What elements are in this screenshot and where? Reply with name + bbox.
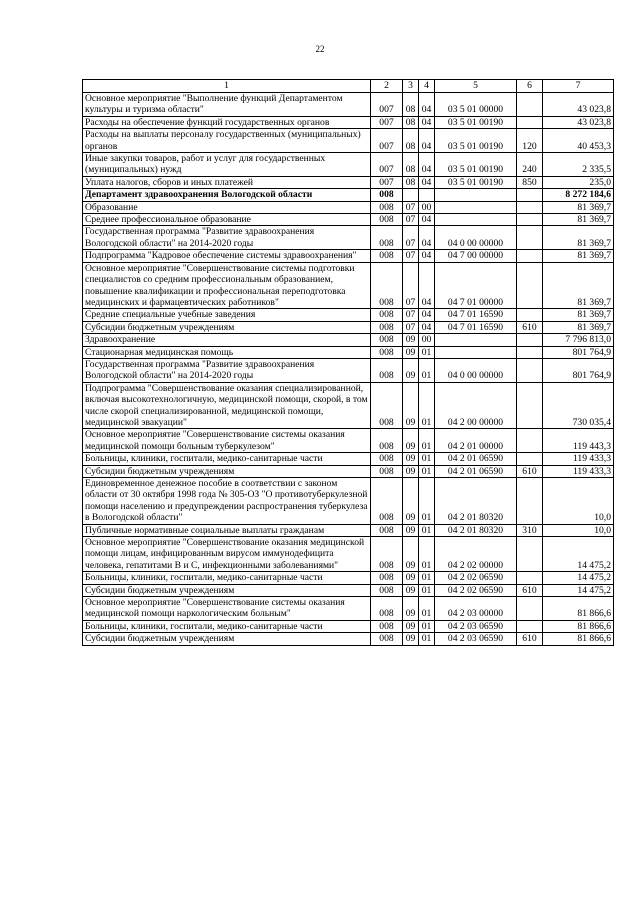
cell-target-article bbox=[435, 334, 517, 346]
cell-name: Основное мероприятие "Совершенствование системы подготовки специалистов со средним профессиональным образованием, повышение квалификации и профессиональная переподготовка медицинских и фармацевтических работников" bbox=[83, 262, 371, 309]
cell-name: Субсидии бюджетным учреждениям bbox=[83, 465, 371, 477]
cell-target-article bbox=[435, 201, 517, 213]
cell-ministry-code: 008 bbox=[371, 382, 403, 429]
cell-ministry-code: 008 bbox=[371, 633, 403, 645]
cell-section: 08 bbox=[403, 153, 419, 177]
cell-section: 09 bbox=[403, 537, 419, 572]
cell-amount: 730 035,4 bbox=[543, 382, 614, 429]
cell-amount: 14 475,2 bbox=[543, 572, 614, 584]
cell-target-article: 04 2 01 06590 bbox=[435, 453, 517, 465]
cell-target-article bbox=[435, 346, 517, 358]
cell-name: Расходы на обеспечение функций государственных органов bbox=[83, 116, 371, 128]
table-body bbox=[83, 93, 614, 646]
cell-expense-type: 850 bbox=[517, 176, 543, 188]
cell-expense-type bbox=[517, 453, 543, 465]
cell-target-article: 04 2 02 06590 bbox=[435, 572, 517, 584]
cell-expense-type bbox=[517, 537, 543, 572]
cell-target-article: 03 5 01 00190 bbox=[435, 116, 517, 128]
cell-section: 07 bbox=[403, 262, 419, 309]
table-row bbox=[83, 153, 614, 177]
cell-name: Основное мероприятие "Совершенствование системы оказания медицинской помощи наркологическим больным" bbox=[83, 597, 371, 621]
cell-amount: 801 764,9 bbox=[543, 346, 614, 358]
cell-subsection: 01 bbox=[419, 524, 435, 536]
cell-section: 09 bbox=[403, 633, 419, 645]
cell-section: 08 bbox=[403, 129, 419, 153]
table-row bbox=[83, 478, 614, 525]
cell-amount: 40 453,3 bbox=[543, 129, 614, 153]
table-row bbox=[83, 537, 614, 572]
cell-target-article: 04 2 00 00000 bbox=[435, 382, 517, 429]
table-row bbox=[83, 309, 614, 321]
table-row bbox=[83, 453, 614, 465]
cell-amount: 119 443,3 bbox=[543, 429, 614, 453]
cell-target-article bbox=[435, 189, 517, 201]
cell-name: Больницы, клиники, госпитали, медико-санитарные части bbox=[83, 572, 371, 584]
table-row bbox=[83, 176, 614, 188]
cell-expense-type bbox=[517, 346, 543, 358]
cell-section: 07 bbox=[403, 321, 419, 333]
cell-target-article: 04 2 01 80320 bbox=[435, 524, 517, 536]
table-row bbox=[83, 334, 614, 346]
cell-expense-type bbox=[517, 262, 543, 309]
cell-ministry-code: 008 bbox=[371, 524, 403, 536]
cell-ministry-code: 008 bbox=[371, 346, 403, 358]
cell-expense-type: 120 bbox=[517, 129, 543, 153]
cell-expense-type bbox=[517, 597, 543, 621]
cell-subsection: 01 bbox=[419, 465, 435, 477]
cell-expense-type bbox=[517, 93, 543, 117]
cell-expense-type bbox=[517, 214, 543, 226]
cell-amount: 81 369,7 bbox=[543, 226, 614, 250]
table-row bbox=[83, 129, 614, 153]
table-row bbox=[83, 346, 614, 358]
cell-ministry-code: 008 bbox=[371, 309, 403, 321]
cell-target-article: 04 2 03 00000 bbox=[435, 597, 517, 621]
cell-section: 09 bbox=[403, 584, 419, 596]
cell-section: 07 bbox=[403, 214, 419, 226]
cell-amount: 8 272 184,6 bbox=[543, 189, 614, 201]
cell-section bbox=[403, 189, 419, 201]
table-row bbox=[83, 382, 614, 429]
cell-expense-type bbox=[517, 429, 543, 453]
cell-subsection: 01 bbox=[419, 346, 435, 358]
cell-amount: 10,0 bbox=[543, 524, 614, 536]
cell-target-article: 03 5 01 00190 bbox=[435, 153, 517, 177]
cell-expense-type: 610 bbox=[517, 633, 543, 645]
cell-name: Подпрограмма "Совершенствование оказания специализированной, включая высокотехнологичную, медицинской помощи, скорой, в том числе скорой специализированной, медицинской помощи, медицинской эвакуации" bbox=[83, 382, 371, 429]
cell-expense-type bbox=[517, 334, 543, 346]
cell-amount: 81 369,7 bbox=[543, 262, 614, 309]
cell-target-article: 04 7 00 00000 bbox=[435, 250, 517, 262]
cell-section: 09 bbox=[403, 382, 419, 429]
cell-section: 08 bbox=[403, 116, 419, 128]
cell-name: Субсидии бюджетным учреждениям bbox=[83, 321, 371, 333]
cell-name: Средние специальные учебные заведения bbox=[83, 309, 371, 321]
cell-subsection: 01 bbox=[419, 478, 435, 525]
cell-name: Образование bbox=[83, 201, 371, 213]
cell-ministry-code: 008 bbox=[371, 429, 403, 453]
cell-section: 09 bbox=[403, 478, 419, 525]
cell-subsection: 04 bbox=[419, 309, 435, 321]
cell-expense-type bbox=[517, 358, 543, 382]
cell-ministry-code: 008 bbox=[371, 250, 403, 262]
cell-ministry-code: 008 bbox=[371, 620, 403, 632]
cell-name: Основное мероприятие "Совершенствование системы оказания медицинской помощи больным туберкулезом" bbox=[83, 429, 371, 453]
cell-name: Подпрограмма "Кадровое обеспечение системы здравоохранения" bbox=[83, 250, 371, 262]
table-row bbox=[83, 524, 614, 536]
cell-section: 09 bbox=[403, 465, 419, 477]
cell-ministry-code: 007 bbox=[371, 176, 403, 188]
cell-name: Субсидии бюджетным учреждениям bbox=[83, 584, 371, 596]
table-row bbox=[83, 597, 614, 621]
cell-name: Больницы, клиники, госпитали, медико-санитарные части bbox=[83, 453, 371, 465]
cell-subsection: 01 bbox=[419, 584, 435, 596]
cell-section: 09 bbox=[403, 620, 419, 632]
cell-subsection: 01 bbox=[419, 537, 435, 572]
cell-expense-type bbox=[517, 226, 543, 250]
table-row bbox=[83, 633, 614, 645]
cell-expense-type: 610 bbox=[517, 465, 543, 477]
cell-target-article: 04 2 02 00000 bbox=[435, 537, 517, 572]
header-cell: 3 bbox=[403, 80, 419, 93]
cell-amount: 14 475,2 bbox=[543, 537, 614, 572]
cell-subsection: 01 bbox=[419, 358, 435, 382]
table-row bbox=[83, 321, 614, 333]
table-row bbox=[83, 116, 614, 128]
cell-expense-type bbox=[517, 250, 543, 262]
cell-section: 09 bbox=[403, 572, 419, 584]
cell-amount: 801 764,9 bbox=[543, 358, 614, 382]
header-cell: 5 bbox=[435, 80, 517, 93]
header-cell: 6 bbox=[517, 80, 543, 93]
table-row bbox=[83, 189, 614, 201]
table-row bbox=[83, 429, 614, 453]
cell-section: 08 bbox=[403, 176, 419, 188]
table-row bbox=[83, 620, 614, 632]
cell-expense-type bbox=[517, 382, 543, 429]
cell-expense-type: 610 bbox=[517, 584, 543, 596]
table-row bbox=[83, 214, 614, 226]
cell-name: Основное мероприятие "Совершенствование оказания медицинской помощи лицам, инфицированным вирусом иммунодефицита человека, гепатитами В и С, инфекционными заболеваниями" bbox=[83, 537, 371, 572]
cell-name: Субсидии бюджетным учреждениям bbox=[83, 633, 371, 645]
cell-subsection: 00 bbox=[419, 334, 435, 346]
cell-amount: 81 369,7 bbox=[543, 214, 614, 226]
cell-subsection: 01 bbox=[419, 382, 435, 429]
cell-amount: 81 369,7 bbox=[543, 250, 614, 262]
table-row bbox=[83, 584, 614, 596]
cell-ministry-code: 007 bbox=[371, 93, 403, 117]
cell-amount: 235,0 bbox=[543, 176, 614, 188]
cell-section: 09 bbox=[403, 597, 419, 621]
cell-amount: 81 369,7 bbox=[543, 309, 614, 321]
cell-amount: 119 433,3 bbox=[543, 453, 614, 465]
cell-subsection: 01 bbox=[419, 620, 435, 632]
cell-ministry-code: 008 bbox=[371, 584, 403, 596]
cell-target-article: 04 2 01 80320 bbox=[435, 478, 517, 525]
cell-name: Единовременное денежное пособие в соответствии с законом области от 30 октября 1998 года № 305-ОЗ "О противотуберкулезной помощи населению и предупреждении распространения туберкулеза в Вологодской области" bbox=[83, 478, 371, 525]
header-cell: 4 bbox=[419, 80, 435, 93]
cell-ministry-code: 007 bbox=[371, 153, 403, 177]
cell-ministry-code: 007 bbox=[371, 129, 403, 153]
cell-name: Здравоохранение bbox=[83, 334, 371, 346]
cell-subsection: 01 bbox=[419, 429, 435, 453]
cell-expense-type bbox=[517, 620, 543, 632]
table-row bbox=[83, 226, 614, 250]
table-row bbox=[83, 250, 614, 262]
cell-name: Иные закупки товаров, работ и услуг для государственных (муниципальных) нужд bbox=[83, 153, 371, 177]
cell-subsection: 04 bbox=[419, 321, 435, 333]
cell-ministry-code: 008 bbox=[371, 572, 403, 584]
cell-ministry-code: 008 bbox=[371, 226, 403, 250]
table-row bbox=[83, 465, 614, 477]
cell-subsection: 04 bbox=[419, 250, 435, 262]
cell-subsection: 04 bbox=[419, 262, 435, 309]
cell-subsection: 04 bbox=[419, 129, 435, 153]
cell-ministry-code: 008 bbox=[371, 453, 403, 465]
cell-section: 09 bbox=[403, 346, 419, 358]
cell-amount: 2 335,5 bbox=[543, 153, 614, 177]
cell-target-article: 04 2 02 06590 bbox=[435, 584, 517, 596]
header-cell: 7 bbox=[543, 80, 614, 93]
cell-amount: 43 023,8 bbox=[543, 93, 614, 117]
cell-name: Стационарная медицинская помощь bbox=[83, 346, 371, 358]
cell-subsection: 00 bbox=[419, 201, 435, 213]
cell-ministry-code: 008 bbox=[371, 478, 403, 525]
cell-name: Больницы, клиники, госпитали, медико-санитарные части bbox=[83, 620, 371, 632]
cell-ministry-code: 008 bbox=[371, 262, 403, 309]
cell-subsection: 04 bbox=[419, 214, 435, 226]
cell-target-article: 04 2 01 00000 bbox=[435, 429, 517, 453]
cell-section: 09 bbox=[403, 358, 419, 382]
cell-section: 07 bbox=[403, 201, 419, 213]
cell-amount: 10,0 bbox=[543, 478, 614, 525]
cell-section: 07 bbox=[403, 309, 419, 321]
cell-subsection: 04 bbox=[419, 226, 435, 250]
cell-name: Государственная программа "Развитие здравоохранения Вологодской области" на 2014-2020 годы bbox=[83, 226, 371, 250]
cell-subsection: 04 bbox=[419, 176, 435, 188]
cell-target-article: 03 5 01 00000 bbox=[435, 93, 517, 117]
table-row bbox=[83, 262, 614, 309]
cell-name: Основное мероприятие "Выполнение функций Департаментом культуры и туризма области" bbox=[83, 93, 371, 117]
cell-section: 07 bbox=[403, 226, 419, 250]
cell-target-article: 04 7 01 00000 bbox=[435, 262, 517, 309]
header-cell: 1 bbox=[83, 80, 371, 93]
cell-ministry-code: 008 bbox=[371, 321, 403, 333]
header-cell: 2 bbox=[371, 80, 403, 93]
cell-section: 07 bbox=[403, 250, 419, 262]
cell-expense-type bbox=[517, 116, 543, 128]
cell-amount: 14 475,2 bbox=[543, 584, 614, 596]
cell-name: Публичные нормативные социальные выплаты гражданам bbox=[83, 524, 371, 536]
cell-ministry-code: 007 bbox=[371, 116, 403, 128]
cell-name: Уплата налогов, сборов и иных платежей bbox=[83, 176, 371, 188]
cell-target-article bbox=[435, 214, 517, 226]
cell-amount: 81 866,6 bbox=[543, 620, 614, 632]
cell-section: 08 bbox=[403, 93, 419, 117]
cell-expense-type bbox=[517, 572, 543, 584]
cell-amount: 81 369,7 bbox=[543, 201, 614, 213]
table-row bbox=[83, 93, 614, 117]
cell-ministry-code: 008 bbox=[371, 334, 403, 346]
cell-section: 09 bbox=[403, 334, 419, 346]
cell-amount: 119 433,3 bbox=[543, 465, 614, 477]
cell-ministry-code: 008 bbox=[371, 465, 403, 477]
cell-section: 09 bbox=[403, 453, 419, 465]
cell-target-article: 04 7 01 16590 bbox=[435, 309, 517, 321]
cell-ministry-code: 008 bbox=[371, 597, 403, 621]
cell-expense-type bbox=[517, 309, 543, 321]
cell-expense-type bbox=[517, 189, 543, 201]
cell-target-article: 04 2 03 06590 bbox=[435, 633, 517, 645]
cell-subsection: 01 bbox=[419, 597, 435, 621]
table-row bbox=[83, 201, 614, 213]
cell-amount: 81 369,7 bbox=[543, 321, 614, 333]
cell-amount: 7 796 813,0 bbox=[543, 334, 614, 346]
cell-subsection bbox=[419, 189, 435, 201]
cell-subsection: 01 bbox=[419, 572, 435, 584]
cell-subsection: 04 bbox=[419, 153, 435, 177]
cell-section: 09 bbox=[403, 524, 419, 536]
cell-target-article: 03 5 01 00190 bbox=[435, 176, 517, 188]
cell-target-article: 04 2 01 06590 bbox=[435, 465, 517, 477]
cell-expense-type: 610 bbox=[517, 321, 543, 333]
cell-expense-type bbox=[517, 201, 543, 213]
cell-target-article: 04 7 01 16590 bbox=[435, 321, 517, 333]
cell-subsection: 01 bbox=[419, 633, 435, 645]
cell-subsection: 04 bbox=[419, 116, 435, 128]
header-row bbox=[83, 80, 614, 93]
cell-target-article: 04 0 00 00000 bbox=[435, 226, 517, 250]
cell-target-article: 03 5 01 00190 bbox=[435, 129, 517, 153]
cell-ministry-code: 008 bbox=[371, 537, 403, 572]
cell-ministry-code: 008 bbox=[371, 358, 403, 382]
cell-ministry-code: 008 bbox=[371, 214, 403, 226]
table-row bbox=[83, 572, 614, 584]
cell-name: Расходы на выплаты персоналу государственных (муниципальных) органов bbox=[83, 129, 371, 153]
cell-target-article: 04 0 00 00000 bbox=[435, 358, 517, 382]
cell-subsection: 04 bbox=[419, 93, 435, 117]
cell-amount: 43 023,8 bbox=[543, 116, 614, 128]
cell-expense-type: 310 bbox=[517, 524, 543, 536]
cell-ministry-code: 008 bbox=[371, 189, 403, 201]
cell-name: Среднее профессиональное образование bbox=[83, 214, 371, 226]
cell-name: Департамент здравоохранения Вологодской области bbox=[83, 189, 371, 201]
cell-target-article: 04 2 03 06590 bbox=[435, 620, 517, 632]
page-number: 22 bbox=[315, 44, 325, 54]
cell-expense-type bbox=[517, 478, 543, 525]
cell-amount: 81 866,6 bbox=[543, 597, 614, 621]
cell-amount: 81 866,6 bbox=[543, 633, 614, 645]
cell-ministry-code: 008 bbox=[371, 201, 403, 213]
cell-section: 09 bbox=[403, 429, 419, 453]
table-row bbox=[83, 358, 614, 382]
budget-table bbox=[82, 79, 614, 646]
cell-expense-type: 240 bbox=[517, 153, 543, 177]
cell-name: Государственная программа "Развитие здравоохранения Вологодской области" на 2014-2020 годы bbox=[83, 358, 371, 382]
cell-subsection: 01 bbox=[419, 453, 435, 465]
